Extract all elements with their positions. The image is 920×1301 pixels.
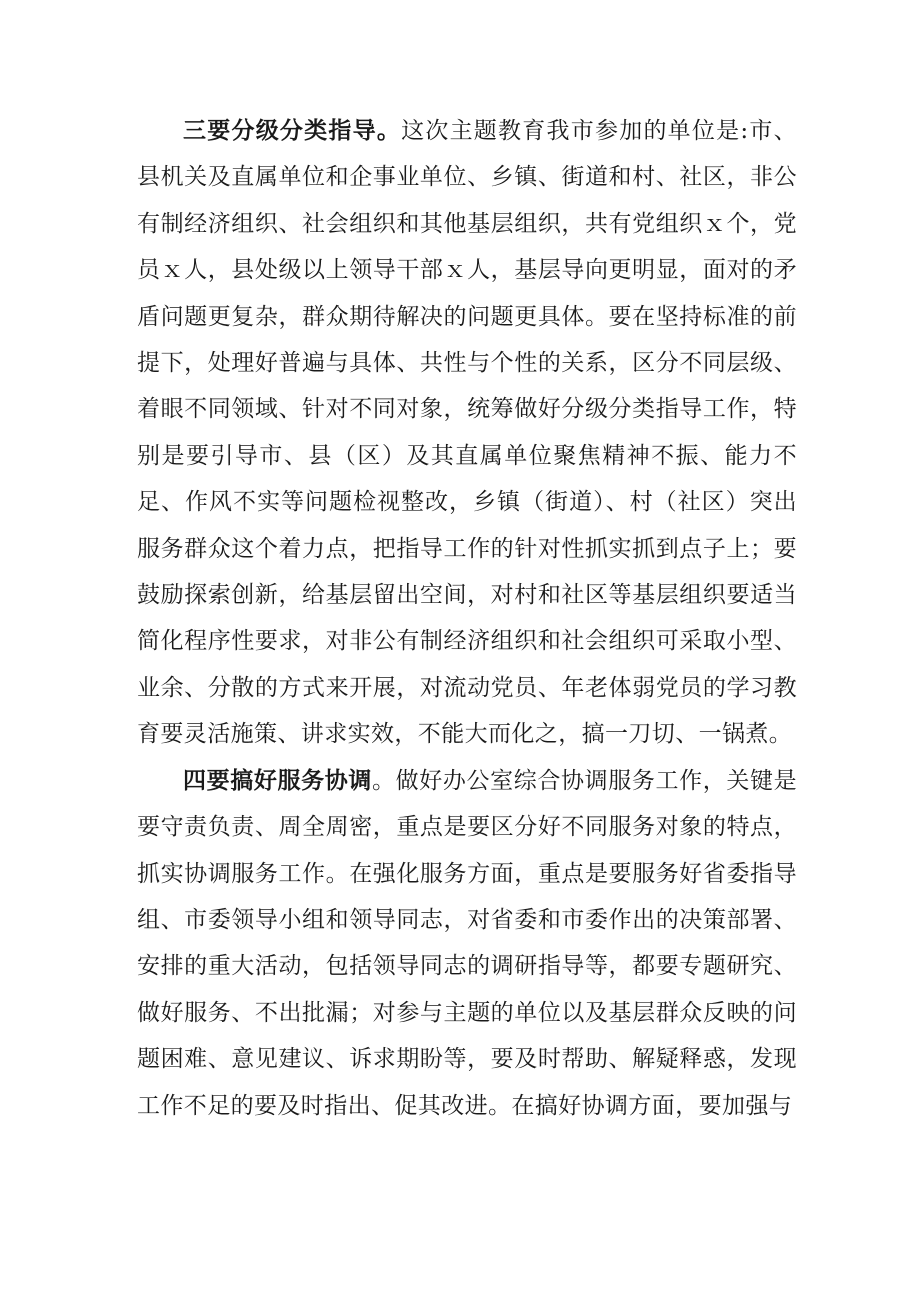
- paragraph-heading: 四要搞好服务协调: [183, 767, 372, 794]
- paragraph-text: 。做好办公室综合协调服务工作，关键是要守责负责、周全周密，重点是要区分好不同服务对象的特点，抓实协调服务工作。在强化服务方面，重点是要服务好省委指导组、市委领导小组和领导同志，对省委和市委作出的决策部署、安排的重大活动，包括领导同志的调研指导等，都要专题研究、做好服务、不出批漏；对参与主题的单位以及基层群众反映的问题困难、意见建议、诉求期盼等，要及时帮助、解疑释惑，发现工作不足的要及时指出、促其改进。在搞好协调方面，要加强与: [137, 767, 798, 1119]
- paragraph-heading: 三要分级分类指导。: [183, 118, 402, 144]
- paragraph-text: 这次主题教育我市参加的单位是:市、县机关及直属单位和企事业单位、乡镇、街道和村、社区，非公有制经济组织、社会组织和其他基层组织，共有党组织ｘ个，党员ｘ人，县处级以上领导干部ｘ人，基层导向更明显，面对的矛盾问题更复杂，群众期待解决的问题更具体。要在坚持标准的前提下，处理好普遍与具体、共性与个性的关系，区分不同层级、着眼不同领域、针对不同对象，统筹做好分级分类指导工作，特别是要引导市、县（区）及其直属单位聚焦精神不振、能力不足、作风不实等问题检视整改，乡镇（街道）、村（社区）突出服务群众这个着力点，把指导工作的针对性抓实抓到点子上；要鼓励探索创新，给基层留出空间，对村和社区等基层组织要适当简化程序性要求，对非公有制经济组织和社会组织可采取小型、业余、分散的方式来开展，对流动党员、年老体弱党员的学习教育要灵活施策、讲求实效，不能大而化之，搞一刀切、一锅煮。: [137, 118, 797, 748]
- paragraph-service-coordination: [137, 758, 797, 1129]
- document-body: [137, 108, 797, 1129]
- paragraph-graded-guidance: [137, 108, 797, 758]
